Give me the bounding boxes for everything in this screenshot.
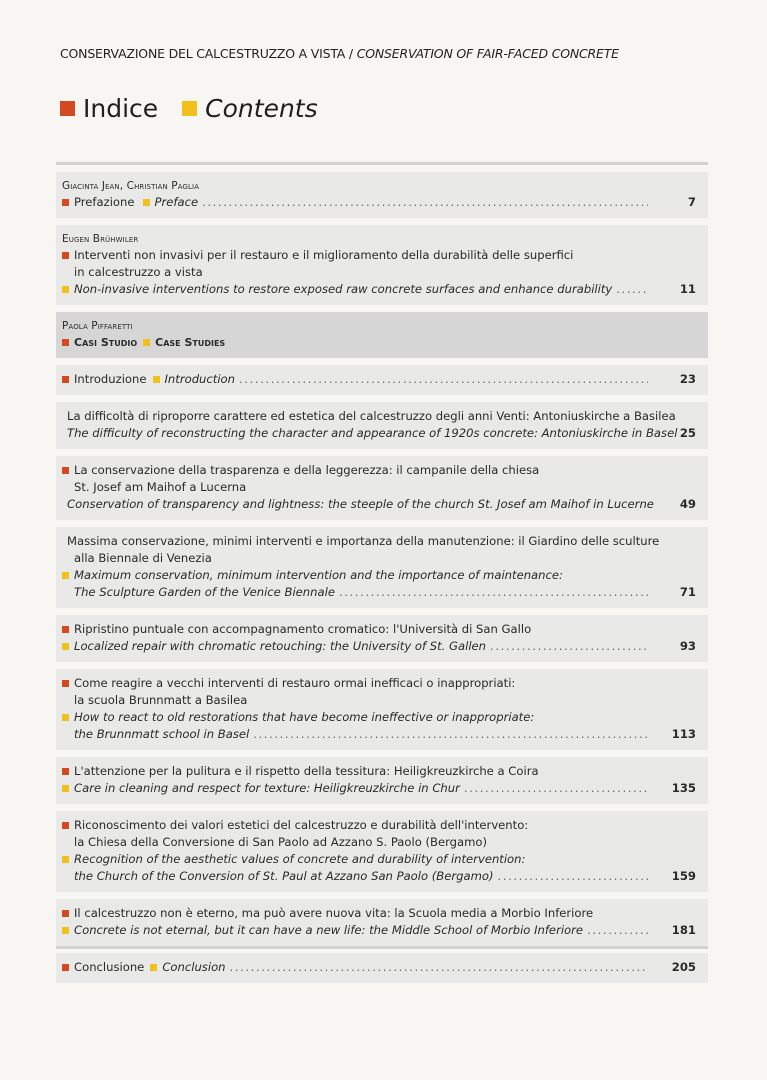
- page-number: 7: [687, 195, 696, 209]
- entry-title-it: Prefazione: [74, 195, 135, 209]
- entry-title-en: Preface: [154, 195, 199, 209]
- title-en: Contents: [205, 94, 318, 123]
- page-number: 205: [671, 960, 696, 974]
- entry-title-it: Ripristino puntuale con accompagnamento cromatico: l'Università di San Gallo: [74, 622, 532, 636]
- red-square-icon: [62, 199, 69, 206]
- entry-title-en: Introduction: [164, 372, 235, 386]
- yellow-square-icon: [150, 964, 157, 971]
- red-square-icon: [62, 467, 69, 474]
- yellow-square-icon: [182, 101, 197, 116]
- entry-title-en: The difficulty of reconstructing the character and appearance of 1920s concrete: Antoniuskirche in Basel: [67, 426, 678, 440]
- entry-title-it: La difficoltà di riproporre carattere ed estetica del calcestruzzo degli anni Venti: Antoniuskirche a Basilea: [67, 409, 676, 423]
- entry-title-it: Massima conservazione, minimi interventi e importanza della manutenzione: il Giardino delle sculture: [67, 534, 660, 548]
- toc-entry[interactable]: [56, 456, 708, 520]
- series-title: [60, 46, 619, 61]
- toc-entry[interactable]: [56, 899, 708, 946]
- page-title: [60, 94, 318, 123]
- red-square-icon: [62, 626, 69, 633]
- red-square-icon: [62, 964, 69, 971]
- series-title-it: CONSERVAZIONE DEL CALCESTRUZZO A VISTA: [60, 46, 346, 61]
- page-number: 113: [671, 727, 696, 741]
- red-square-icon: [62, 822, 69, 829]
- red-square-icon: [62, 768, 69, 775]
- page-number: 25: [679, 426, 696, 440]
- red-square-icon: [60, 101, 75, 116]
- entry-title-it: Conclusione: [74, 960, 145, 974]
- entry-title-en: Maximum conservation, minimum intervention and the importance of maintenance:: [74, 568, 563, 582]
- leader-dots: [464, 780, 648, 797]
- entry-title-it: Il calcestruzzo non è eterno, ma può avere nuova vita: la Scuola media a Morbio Inferiore: [74, 906, 594, 920]
- toc-entry[interactable]: [56, 527, 708, 608]
- entry-title-en: The Sculpture Garden of the Venice Biennale: [74, 585, 335, 599]
- entry-title-en: Recognition of the aesthetic values of concrete and durability of intervention:: [74, 852, 526, 866]
- red-square-icon: [62, 339, 69, 346]
- table-of-contents: [56, 162, 708, 983]
- title-it: Indice: [83, 94, 159, 123]
- entry-title-it: la scuola Brunnmatt a Basilea: [74, 693, 248, 707]
- red-square-icon: [62, 910, 69, 917]
- yellow-square-icon: [143, 199, 150, 206]
- yellow-square-icon: [62, 785, 69, 792]
- page-number: 135: [671, 781, 696, 795]
- toc-entry-conclusion[interactable]: [56, 953, 708, 983]
- page-number: 93: [679, 639, 696, 653]
- toc-entry[interactable]: [56, 669, 708, 750]
- leader-dots: [490, 638, 648, 655]
- toc-entry[interactable]: [56, 757, 708, 804]
- entry-title-en: Localized repair with chromatic retouching: the University of St. Gallen: [74, 639, 487, 653]
- entry-title-it: Riconoscimento dei valori estetici del calcestruzzo e durabilità dell'intervento:: [74, 818, 529, 832]
- toc-section-case-studies[interactable]: [56, 312, 708, 358]
- section-title-en: Case Studies: [155, 336, 226, 349]
- series-title-en: CONSERVATION OF FAIR-FACED CONCRETE: [356, 46, 619, 61]
- page-number: 159: [671, 869, 696, 883]
- toc-entry[interactable]: [56, 615, 708, 662]
- entry-title-en: Conservation of transparency and lightness: the steeple of the church St. Josef am Maihof in Lucerne: [67, 497, 654, 511]
- leader-dots: [253, 726, 648, 743]
- page-number: 49: [679, 497, 696, 511]
- page-number: 181: [671, 923, 696, 937]
- entry-title-en: Conclusion: [162, 960, 226, 974]
- yellow-square-icon: [62, 927, 69, 934]
- entry-title-en: How to react to old restorations that have become ineffective or inappropriate:: [74, 710, 535, 724]
- toc-entry-introduction[interactable]: [56, 365, 708, 395]
- leader-dots: [587, 922, 648, 939]
- yellow-square-icon: [62, 643, 69, 650]
- series-separator: /: [345, 46, 357, 61]
- entry-title-en: the Church of the Conversion of St. Paul at Azzano San Paolo (Bergamo): [74, 869, 494, 883]
- toc-entry[interactable]: [56, 225, 708, 305]
- leader-dots: [230, 959, 648, 976]
- entry-title-en: Care in cleaning and respect for texture: Heiligkreuzkirche in Chur: [74, 781, 460, 795]
- entry-author: Eugen Brühwiler: [62, 233, 139, 245]
- entry-title-en: the Brunnmatt school in Basel: [74, 727, 250, 741]
- toc-entry-preface[interactable]: [56, 172, 708, 218]
- toc-entry[interactable]: [56, 811, 708, 892]
- red-square-icon: [62, 376, 69, 383]
- toc-entry[interactable]: [56, 402, 708, 449]
- section-title-it: Casi Studio: [74, 336, 138, 349]
- leader-dots: [498, 868, 648, 885]
- leader-dots: [239, 371, 648, 388]
- entry-title-it: la Chiesa della Conversione di San Paolo ad Azzano S. Paolo (Bergamo): [74, 835, 488, 849]
- yellow-square-icon: [143, 339, 150, 346]
- entry-author: Paola Piffaretti: [62, 320, 133, 332]
- entry-title-it: L'attenzione per la pulitura e il rispetto della tessitura: Heiligkreuzkirche a Coira: [74, 764, 539, 778]
- page-number: 71: [679, 585, 696, 599]
- red-square-icon: [62, 680, 69, 687]
- entry-title-it: Interventi non invasivi per il restauro e il miglioramento della durabilità delle superfici: [74, 248, 574, 262]
- yellow-square-icon: [62, 572, 69, 579]
- page-number: 11: [679, 282, 696, 296]
- leader-dots: [616, 281, 648, 298]
- entry-title-it: St. Josef am Maihof a Lucerna: [74, 480, 247, 494]
- entry-title-it: alla Biennale di Venezia: [74, 551, 212, 565]
- yellow-square-icon: [62, 286, 69, 293]
- bottom-divider: [56, 946, 708, 949]
- entry-author: Giacinta Jean, Christian Paglia: [62, 180, 200, 192]
- red-square-icon: [62, 252, 69, 259]
- yellow-square-icon: [62, 856, 69, 863]
- leader-dots: [339, 584, 648, 601]
- entry-title-it: La conservazione della trasparenza e della leggerezza: il campanile della chiesa: [74, 463, 540, 477]
- entry-title-en: Non-invasive interventions to restore exposed raw concrete surfaces and enhance durability: [74, 282, 613, 296]
- entry-title-it: Introduzione: [74, 372, 147, 386]
- entry-title-it: Come reagire a vecchi interventi di restauro ormai inefficaci o inappropriati:: [74, 676, 516, 690]
- entry-title-en: Concrete is not eternal, but it can have a new life: the Middle School of Morbio Inferiore: [74, 923, 584, 937]
- page-number: 23: [679, 372, 696, 386]
- leader-dots: [202, 194, 648, 211]
- entry-title-it: in calcestruzzo a vista: [74, 265, 203, 279]
- yellow-square-icon: [153, 376, 160, 383]
- yellow-square-icon: [62, 714, 69, 721]
